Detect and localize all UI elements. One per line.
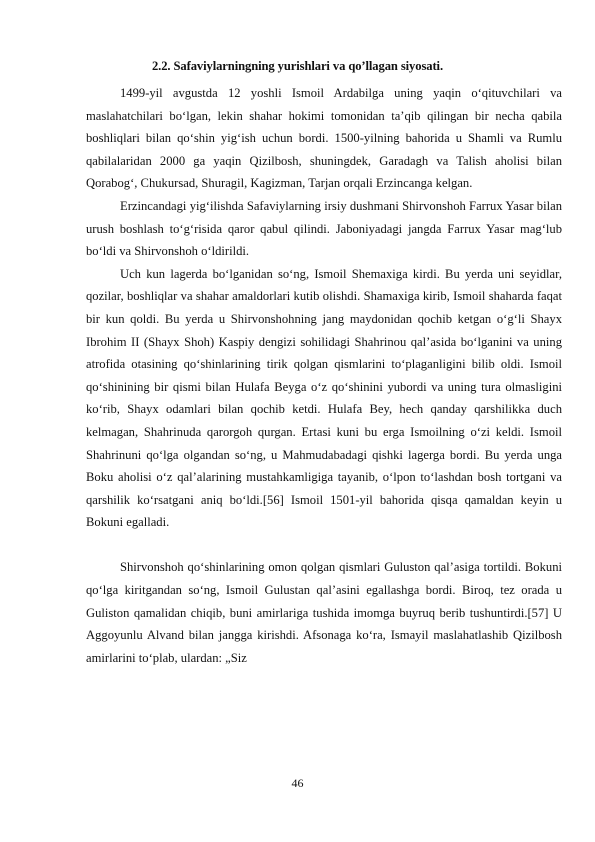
paragraph-4: Shirvonshoh qo‘shinlarining omon qolgan qismlari Guluston qal’asiga tortildi. Bokuni qo‘lga kiritgandan so‘ng, Ismoil Gulustan qal’asini egallashga bordi. Biroq, tez orada u Guliston qamalidan chiqib, buni amirlariga tushida imomga buyruq berib tushuntirdi.[57] U Aggoyunlu Alvand bilan jangga kirishdi. Afsonaga ko‘ra, Ismayil maslahatlashib Qizilbosh amirlarini to‘plab, ulardan: „Siz — [86, 560, 562, 665]
body-text — [86, 82, 562, 669]
paragraph-1: 1499-yil avgustda 12 yoshli Ismoil Ardabilga uning yaqin o‘qituvchilari va maslahatchilari bo‘lgan, lekin shahar hokimi tomonidan ta’qib qilingan bir necha qabila boshliqlari bilan qo‘shin yig‘ish uchun bordi. 1500-yilning bahorida u Shamli va Rumlu qabilalaridan 2000 ga yaqin Qizilbosh, shuningdek, Garadagh va Talish aholisi bilan Qorabog‘, Chukursad, Shuragil, Kagizman, Tarjan orqali Erzincanga kelgan. — [86, 86, 562, 191]
paragraph-3: Uch kun lagerda bo‘lganidan so‘ng, Ismoil Shemaxiga kirdi. Bu yerda uni seyidlar, qozilar, boshliqlar va shahar amaldorlari kutib olishdi. Shamaxiga kirib, Ismoil shaharda faqat bir kun qoldi. Bu yerda u Shirvonshohning jang maydonidan qochib ketgan o‘g‘li Shayx Ibrohim II (Shayx Shoh) Kaspiy dengizi sohilidagi Shahrinou qal’asida bo‘lganini va uning atrofida otasining qo‘shinlarining tirik qolgan qismlarini to‘plaganligini bilib oldi. Ismoil qo‘shinining bir qismi bilan Hulafa Beyga o‘z qo‘shinini yubordi va uning tura olmasligini ko‘rib, Shayx odamlari bilan qochib ketdi. Hulafa Bey, hech qanday qarshilikka duch kelmagan, Shahrinuda qarorgoh qurgan. Ertasi kuni bu erga Ismoilning o‘zi keldi. Ismoil Shahrinuni qo‘lga olgandan so‘ng, u Mahmudabadagi qishki lagerga bordi. Bu yerda unga Boku aholisi o‘z qal’alarining mustahkamligiga tayanib, o‘lpon to‘lashdan bosh tortgani va qarshilik ko‘rsatgani aniq bo‘ldi.[56] Ismoil 1501-yil bahorida qisqa qamaldan keyin u Bokuni egalladi. — [86, 266, 562, 530]
page-number: 46 — [291, 776, 304, 790]
paragraph-spacer — [86, 534, 562, 557]
paragraph-2: Erzincandagi yig‘ilishda Safaviylarning irsiy dushmani Shirvonshoh Farrux Yasar bilan urush boshlash to‘g‘risida qaror qabul qilindi. Jaboniyadagi jangda Farrux Yasar mag‘lub bo‘ldi va Shirvonshoh o‘ldirildi. — [86, 198, 562, 259]
section-heading: 2.2. Safaviylarningning yurishlari va qo’llagan siyosati. — [151, 59, 443, 73]
